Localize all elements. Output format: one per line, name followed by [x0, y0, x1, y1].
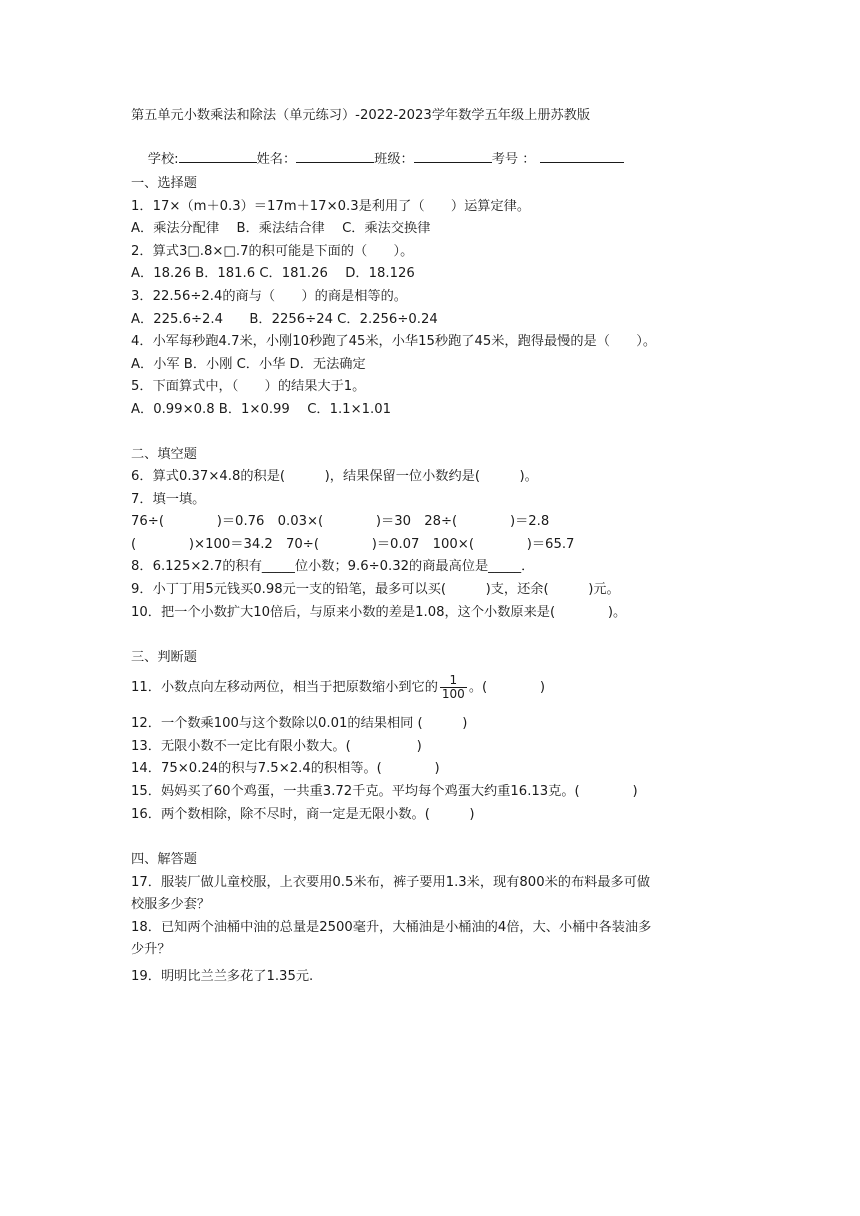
question-14: 14．75×0.24的积与7.5×2.4的积相等。( ): [131, 761, 440, 776]
question-5-options: A．0.99×0.8 B．1×0.99 C．1.1×1.01: [131, 402, 391, 417]
school-label: 学校:: [147, 152, 179, 167]
exam-no-blank[interactable]: [540, 148, 624, 163]
question-8: 8．6.125×2.7的积有_____位小数；9.6÷0.32的商最高位是_____．: [131, 559, 535, 574]
section-heading-fill: 二、填空题: [131, 447, 197, 462]
question-7: 7．填一填。: [131, 492, 206, 507]
name-blank[interactable]: [296, 148, 374, 163]
school-blank[interactable]: [179, 148, 257, 163]
class-label: 班级：: [374, 152, 414, 167]
section-heading-choice: 一、选择题: [131, 176, 197, 191]
question-15: 15．妈妈买了60个鸡蛋，一共重3.72千克。平均每个鸡蛋大约重16.13克。( ): [131, 784, 638, 799]
question-4-options: A．小军 B．小刚 C．小华 D．无法确定: [131, 357, 366, 372]
fraction-one-hundredth: [440, 674, 467, 701]
question-2-options: A．18.26 B．181.6 C．181.26 D．18.126: [131, 266, 415, 281]
exam-no-label: 考号 ：: [491, 152, 536, 167]
document-title: 第五单元小数乘法和除法（单元练习）-2022-2023学年数学五年级上册苏教版: [131, 108, 591, 123]
question-18-line-1: 18．已知两个油桶中油的总量是2500毫升，大桶油是小桶油的4倍，大、小桶中各装油多: [131, 920, 652, 935]
class-blank[interactable]: [414, 148, 492, 163]
name-label: 姓名：: [256, 152, 297, 167]
question-11: [131, 673, 545, 703]
section-heading-judge: 三、判断题: [131, 650, 197, 665]
question-5: 5．下面算式中，（ ）的结果大于1。: [131, 379, 366, 394]
question-11-answer: 。( ): [468, 680, 546, 695]
question-3: 3．22.56÷2.4的商与（ ）的商是相等的。: [131, 289, 407, 304]
question-12: 12．一个数乘100与这个数除以0.01的结果相同 ( ): [131, 716, 468, 731]
question-13: 13．无限小数不一定比有限小数大。( ): [131, 739, 422, 754]
question-19: 19．明明比兰兰多花了1.35元.: [131, 969, 314, 984]
question-18-line-2: 少升？: [131, 942, 171, 957]
question-2: 2．算式3□.8×□.7的积可能是下面的（ ）。: [131, 244, 414, 259]
question-6: 6．算式0.37×4.8的积是( )，结果保留一位小数约是( )。: [131, 469, 538, 484]
question-7-line-2: ( )×100＝34.2 70÷( )＝0.07 100×( )＝65.7: [131, 537, 575, 552]
section-heading-solve: 四、解答题: [131, 852, 197, 867]
question-17-line-1: 17．服装厂做儿童校服，上衣要用0.5米布，裤子要用1.3米，现有800米的布料最多可做: [131, 875, 651, 890]
fraction-numerator: 1: [440, 674, 467, 688]
question-10: 10．把一个小数扩大10倍后，与原来小数的差是1.08，这个小数原来是( )。: [131, 605, 627, 620]
question-7-line-1: 76÷( )＝0.76 0.03×( )＝30 28÷( )＝2.8: [131, 514, 550, 529]
student-info-line: [131, 130, 624, 187]
question-16: 16．两个数相除，除不尽时，商一定是无限小数。( ): [131, 807, 475, 822]
question-3-options: A．225.6÷2.4 B．2256÷24 C．2.256÷0.24: [131, 312, 438, 327]
question-9: 9．小丁丁用5元钱买0.98元一支的铅笔，最多可以买( )支，还余( )元。: [131, 582, 620, 597]
question-1-options: A．乘法分配律 B．乘法结合律 C．乘法交换律: [131, 221, 431, 236]
fraction-denominator: 100: [441, 686, 465, 701]
question-1: 1．17×（m＋0.3）＝17m＋17×0.3是利用了（ ）运算定律。: [131, 199, 531, 214]
question-17-line-2: 校服多少套？: [131, 897, 211, 912]
question-11-text: 11．小数点向左移动两位，相当于把原数缩小到它的: [131, 680, 438, 695]
question-4: 4．小军每秒跑4.7米，小刚10秒跑了45米，小华15秒跑了45米，跑得最慢的是（ ）。: [131, 334, 657, 349]
